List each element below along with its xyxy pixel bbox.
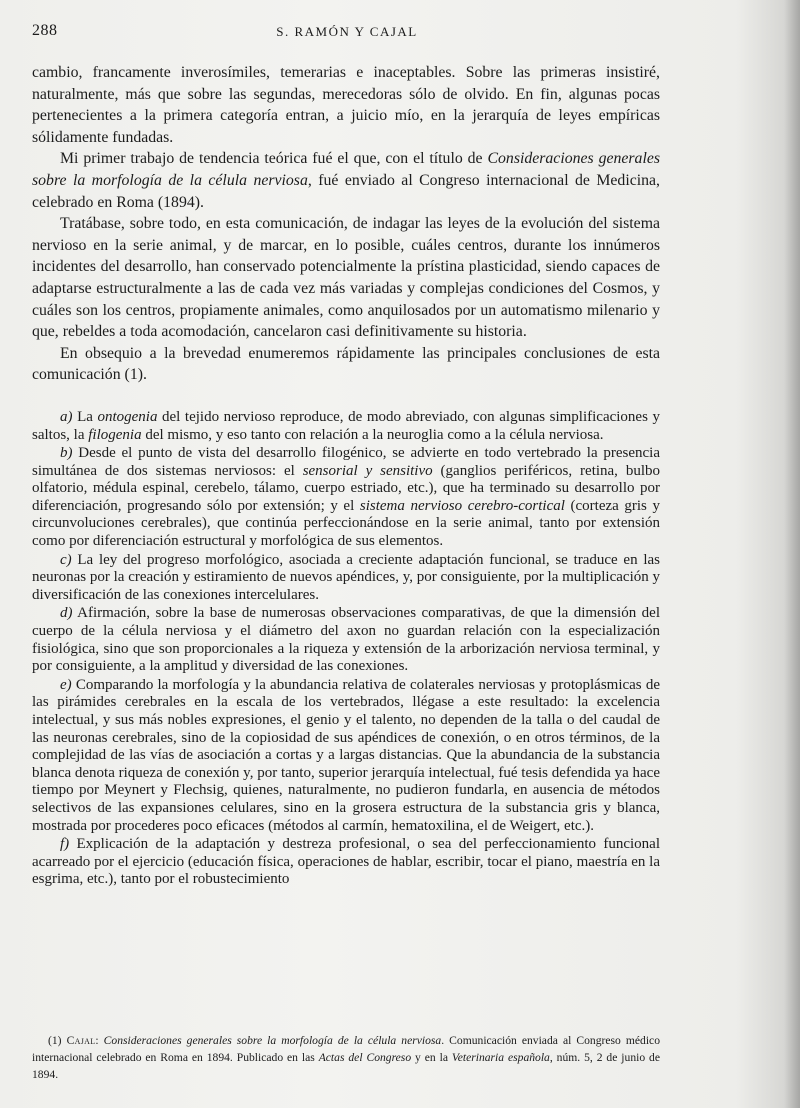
item-text: Comparando la morfología y la abundancia relativa de colaterales nerviosas y protoplásmicas de las pirámides cerebrales en la escala de los vertebrados, llégase a este resultado: la excelencia intelectual, y sus más nobles expresiones, el genio y el talento, no dependen de la talla o del caudal de las neuronas cerebrales, sino de la copiosidad de sus apéndices de conexión, o en otros términos, de la complejidad de las vías de asociación a cortas y a largas distancias. Que la abundancia de la substancia blanca denota riqueza de conexión y, por tanto, superior jerarquía intelectual, fué tesis defendida ya hace tiempo por Meynert y Flechsig, quienes, naturalmente, no pudieron fundarla, en ausencia de métodos selectivos de las expansiones celulares, sino en la grosera estructura de la substancia gris y blanca, mostrada por procederes poco eficaces (métodos al carmín, hematoxilina, el de Weigert, etc.). [32,676,660,834]
running-head: S. RAMÓN Y CAJAL [276,24,418,39]
footnote-title: Consideraciones generales sobre la morfología de la célula nerviosa [103,1034,442,1047]
paragraph-text: Mi primer trabajo de tendencia teórica fué el que, con el título de [60,150,488,168]
item-label: c) [60,551,72,568]
item-text: La [72,408,98,425]
paragraph: Tratábase, sobre todo, en esta comunicación, de indagar las leyes de la evolución del sistema nervioso en la serie animal, y de marcar, en lo posible, cuáles centros, durante los innúmeros incidentes del desarrollo, han conservado potencialmente la prístina plasticidad, siendo capaces de adaptarse estructuralmente a las de cada vez más variadas y complejas condiciones del Cosmos, y cuáles son los centros, propiamente animales, como anquilosados por un automatismo milenario y que, rebeldes a toda acomodación, cancelaron casi definitivamente su historia. [32,215,660,341]
intro-section [32,62,660,386]
footnote-journal: Actas del Congreso [318,1051,412,1064]
page-number: 288 [32,22,58,39]
paragraph-text: , fué enviado al Congreso internacional de Medicina, celebrado en Roma (1894). [32,171,660,211]
conclusions-list [32,409,660,889]
item-label: f) [60,836,70,853]
footnote-marker: (1) [48,1034,62,1047]
italic-term: sensorial y sensitivo [302,462,433,479]
item-text: del tejido nervioso reproduce, de modo abreviado, con algunas simplificaciones y saltos, la [32,408,660,443]
item-label: b) [60,445,73,462]
paragraph [32,148,660,213]
conclusion-item [32,445,660,551]
paragraph: cambio, francamente inverosímiles, temerarias e inaceptables. Sobre las primeras insistiré, naturalmente, más que sobre las segundas, merecedoras sólo de olvido. En fin, algunas pocas pertenecientes a la primera categoría entran, a juicio mío, en la jerarquía de leyes empíricas sólidamente fundadas. [32,64,660,146]
footnote-text-part: y en la [411,1051,452,1064]
conclusion-item [32,409,660,444]
item-text: (corteza gris y circunvoluciones cerebrales), que continúa perfeccionándose en la serie animal, tanto por extensión como por diferenciación estructural y morfológica de sus elementos. [32,497,660,550]
conclusion-item [32,836,660,889]
item-text: La ley del progreso morfológico, asociada a creciente adaptación funcional, se traduce en las neuronas por la creación y estiramiento de nuevos apéndices, y, por consiguiente, por la multiplicación y diversificación de las conexiones intercelulares. [32,551,660,603]
page-spine-shadow [784,0,800,1108]
conclusion-item [32,677,660,835]
item-label: e) [60,676,72,693]
conclusion-item [32,605,660,675]
item-label: d) [60,605,73,622]
footnote-text-part: . Comunicación enviada al Congreso médico internacional celebrado en Roma en 1894. Publicado en las [32,1034,660,1064]
paragraph: En obsequio a la brevedad enumeremos rápidamente las principales conclusiones de esta comunicación (1). [32,344,660,384]
body-text [32,62,660,889]
italic-term: sistema nervioso cerebro-cortical [359,497,565,514]
footnote-separator: : [95,1034,104,1047]
footnote-author: Cajal [66,1034,96,1047]
item-text: del mismo, y eso tanto con relación a la neuroglia como a la célula nerviosa. [141,426,604,443]
page-header [32,22,662,44]
italic-term: ontogenia [97,408,158,425]
item-text: (ganglios periféricos, retina, bulbo olfatorio, médula espinal, cerebelo, tálamo, cuerpo estriado, etc.), que ha terminado su desarrollo por diferenciación, progresando sólo por extensión; y el [32,462,660,514]
footnote [32,1032,660,1083]
item-label: a) [60,408,73,425]
item-text: Desde el punto de vista del desarrollo filogénico, se advierte en todo vertebrado la presencia simultánea de dos sistemas nerviosos: el [32,445,660,479]
item-text: Explicación de la adaptación y destreza profesional, o sea del perfeccionamiento funcional acarreado por el ejercicio (educación física, operaciones de hablar, escribir, tocar el piano, maestría en la esgrima, etc.), tanto por el robustecimiento [32,836,660,888]
italic-title: Consideraciones generales sobre la morfología de la célula nerviosa [32,150,660,189]
italic-term: filogenia [88,426,142,443]
footnote-text [32,1032,660,1083]
footnote-journal: Veterinaria española [451,1051,550,1064]
conclusion-item [32,552,660,605]
footnote-text-part: , núm. 5, 2 de junio de 1894. [32,1051,660,1081]
item-text: Afirmación, sobre la base de numerosas observaciones comparativas, de que la dimensión del cuerpo de la célula nerviosa y el diámetro del axon no guardan relación con la especialización fisiológica, sino que son proporcionales a la riqueza y extensión de la arborización nerviosa terminal, y por consiguiente, a la amplitud y diversidad de las conexiones. [32,605,660,675]
